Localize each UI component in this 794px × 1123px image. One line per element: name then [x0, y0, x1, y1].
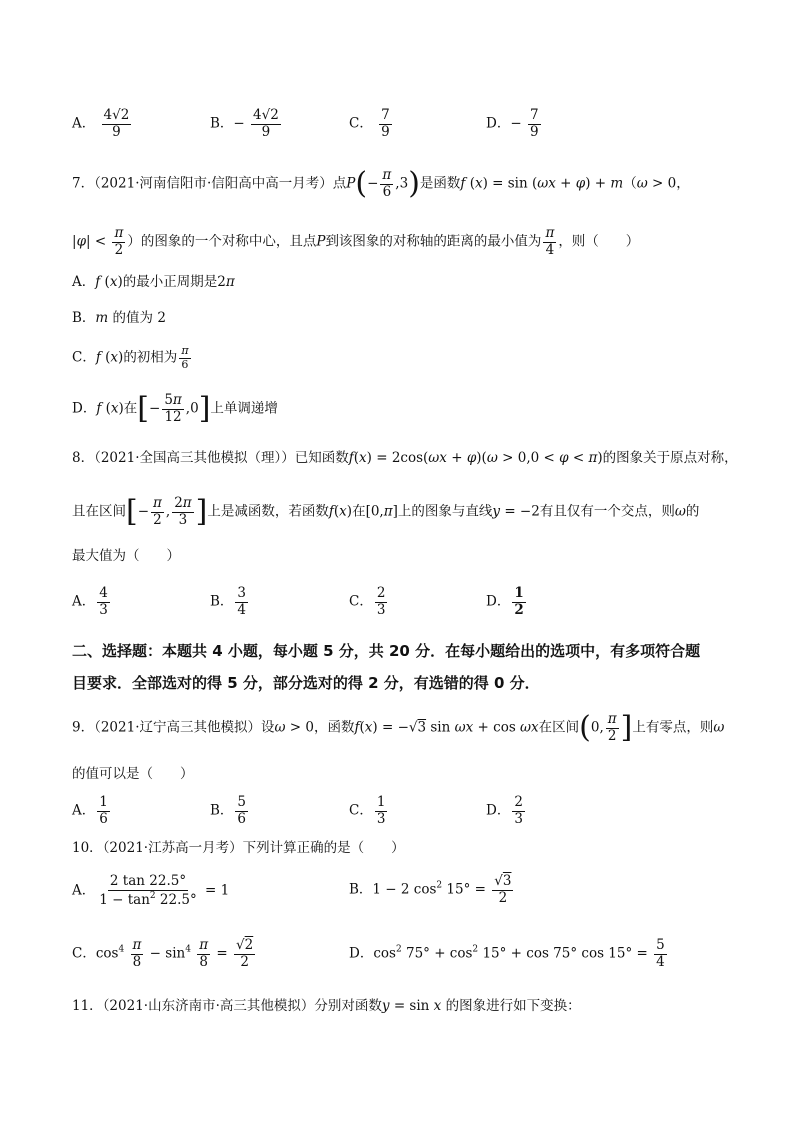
section2-heading-line1: 二、选择题：本题共 4 小题，每小题 5 分，共 20 分．在每小题给出的选项中，有多项符合题 — [72, 642, 701, 660]
q7-option-c: C．f (x)的初相为 $\frac{\pi}{6}$ — [72, 344, 189, 371]
q8-stem-line2: 且在区间[− $\frac{\pi}{2}$ , $\frac{2\pi}{3}$ ]上是减函数，若函数f(x)在[0,π]上的图象与直线y = −2有且仅有一个交点，则ω的 — [72, 494, 700, 530]
q7-option-d: D．f (x)在[− $\frac{5\pi}{12}$ ,0]上单调递增 — [72, 391, 278, 427]
q9-option-d: D． $\frac{2}{3}$ — [486, 794, 523, 827]
q11-stem: 11．（2021·山东济南市·高三其他模拟）分别对函数y = sin x 的图象进行如下变换： — [72, 998, 581, 1014]
section2-heading-line2: 目要求．全部选对的得 5 分，部分选对的得 2 分，有选错的得 0 分． — [72, 674, 540, 692]
q9-stem-line2: 的值可以是（ ） — [72, 766, 194, 782]
q10-option-c: C．$\cos^4$ $\frac{\pi}{8}$ − $\sin^4$ $\frac{\pi}{8}$ = $\frac{√2}{2}$ — [72, 937, 254, 970]
q7-option-a: A．f (x)的最小正周期是2π — [72, 274, 235, 290]
q10-stem: 10．（2021·江苏高一月考）下列计算正确的是（ ） — [72, 840, 405, 856]
q8-option-a: A． $\frac{4}{3}$ — [72, 585, 108, 618]
q6-option-a: A． $\frac{4√2}{9}$ — [72, 107, 130, 140]
q9-option-a: A． $\frac{1}{6}$ — [72, 794, 108, 827]
q8-option-b: B． $\frac{3}{4}$ — [210, 585, 247, 618]
q8-option-d: D． $\frac{1}{2}$ — [486, 585, 524, 618]
q9-option-b: B． $\frac{5}{6}$ — [210, 794, 247, 827]
q10-option-d: D．$\cos^2 75^\circ + \cos^2 15^\circ + \cos 75^\circ$ cos 15° = $\frac{5}{4}$ — [349, 937, 665, 970]
q7-stem-line1: 7．（2021·河南信阳市·信阳高中高一月考）点P(− $\frac{\pi}{6}$ ,3)是函数f (x) = sin (ωx + φ) + m（ω > 0， — [72, 166, 690, 202]
q9-stem-line1: 9．（2021·辽宁高三其他模拟）设ω > 0，函数f(x) = −√3 sin ωx + cos ωx在区间(0, $\frac{\pi}{2}$ ]上有零点，则ω — [72, 710, 725, 746]
q7-option-b: B．m 的值为 2 — [72, 310, 166, 326]
q8-stem-line3: 最大值为（ ） — [72, 548, 180, 564]
q7-stem-line2: |φ| < $\frac{\pi}{2}$ ）的图象的一个对称中心，且点P到该图象的对称轴的距离的最小值为 $\frac{\pi}{4}$ ，则（ ） — [72, 225, 640, 258]
q10-option-b: B．1 − 2 $\cos^2 15^\circ$ = $\frac{√3}{2}$ — [349, 873, 512, 906]
q6-option-c: C． $\frac{7}{9}$ — [349, 107, 390, 140]
q8-option-c: C． $\frac{2}{3}$ — [349, 585, 386, 618]
q10-option-a: A． $\frac{2 \tan 22.5^\circ}{1 - \tan^2 22.5^\circ}$ = 1 — [72, 873, 230, 908]
q6-option-b: B．− $\frac{4√2}{9}$ — [210, 107, 279, 140]
q8-stem-line1: 8．（2021·全国高三其他模拟（理））已知函数f(x) = 2cos(ωx + φ)(ω > 0,0 < φ < π)的图象关于原点对称， — [72, 450, 738, 466]
q6-option-d: D．− $\frac{7}{9}$ — [486, 107, 539, 140]
q9-option-c: C． $\frac{1}{3}$ — [349, 794, 386, 827]
